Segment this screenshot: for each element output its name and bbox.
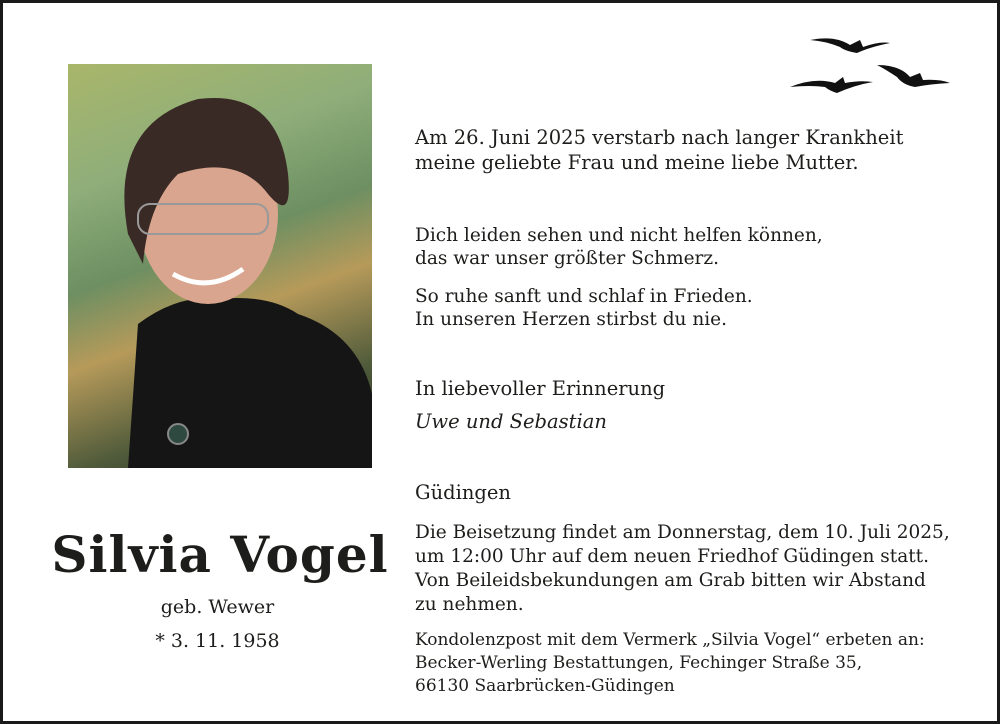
funeral-line: zu nehmen. [415, 594, 524, 615]
funeral-line: um 12:00 Uhr auf dem neuen Friedhof Güdingen statt. [415, 546, 929, 567]
birds-icon [785, 25, 955, 95]
portrait-photo [68, 64, 372, 468]
mourners-names: Uwe und Sebastian [415, 410, 607, 433]
announcement-line: Am 26. Juni 2025 verstarb nach langer Krankheit [415, 126, 904, 149]
verse-line: So ruhe sanft und schlaf in Frieden. [415, 286, 753, 307]
announcement-line: meine geliebte Frau und meine liebe Mutter. [415, 151, 859, 174]
condolence-line: Becker-Werling Bestattungen, Fechinger Straße 35, [415, 653, 863, 673]
birth-name: geb. Wewer [160, 596, 275, 618]
remembrance-heading: In liebevoller Erinnerung [415, 377, 666, 400]
deceased-name: Silvia Vogel [51, 525, 389, 584]
condolence-line: 66130 Saarbrücken-Güdingen [415, 676, 675, 696]
place: Güdingen [415, 481, 511, 504]
funeral-line: Die Beisetzung findet am Donnerstag, dem 10. Juli 2025, [415, 522, 950, 543]
verse-line: Dich leiden sehen und nicht helfen können, [415, 225, 823, 246]
condolence-line: Kondolenzpost mit dem Vermerk „Silvia Vogel“ erbeten an: [415, 630, 925, 650]
funeral-line: Von Beileidsbekundungen am Grab bitten wir Abstand [415, 570, 926, 591]
verse-line: das war unser größter Schmerz. [415, 248, 720, 269]
verse-line: In unseren Herzen stirbst du nie. [415, 309, 728, 330]
birth-date: * 3. 11. 1958 [155, 630, 280, 652]
